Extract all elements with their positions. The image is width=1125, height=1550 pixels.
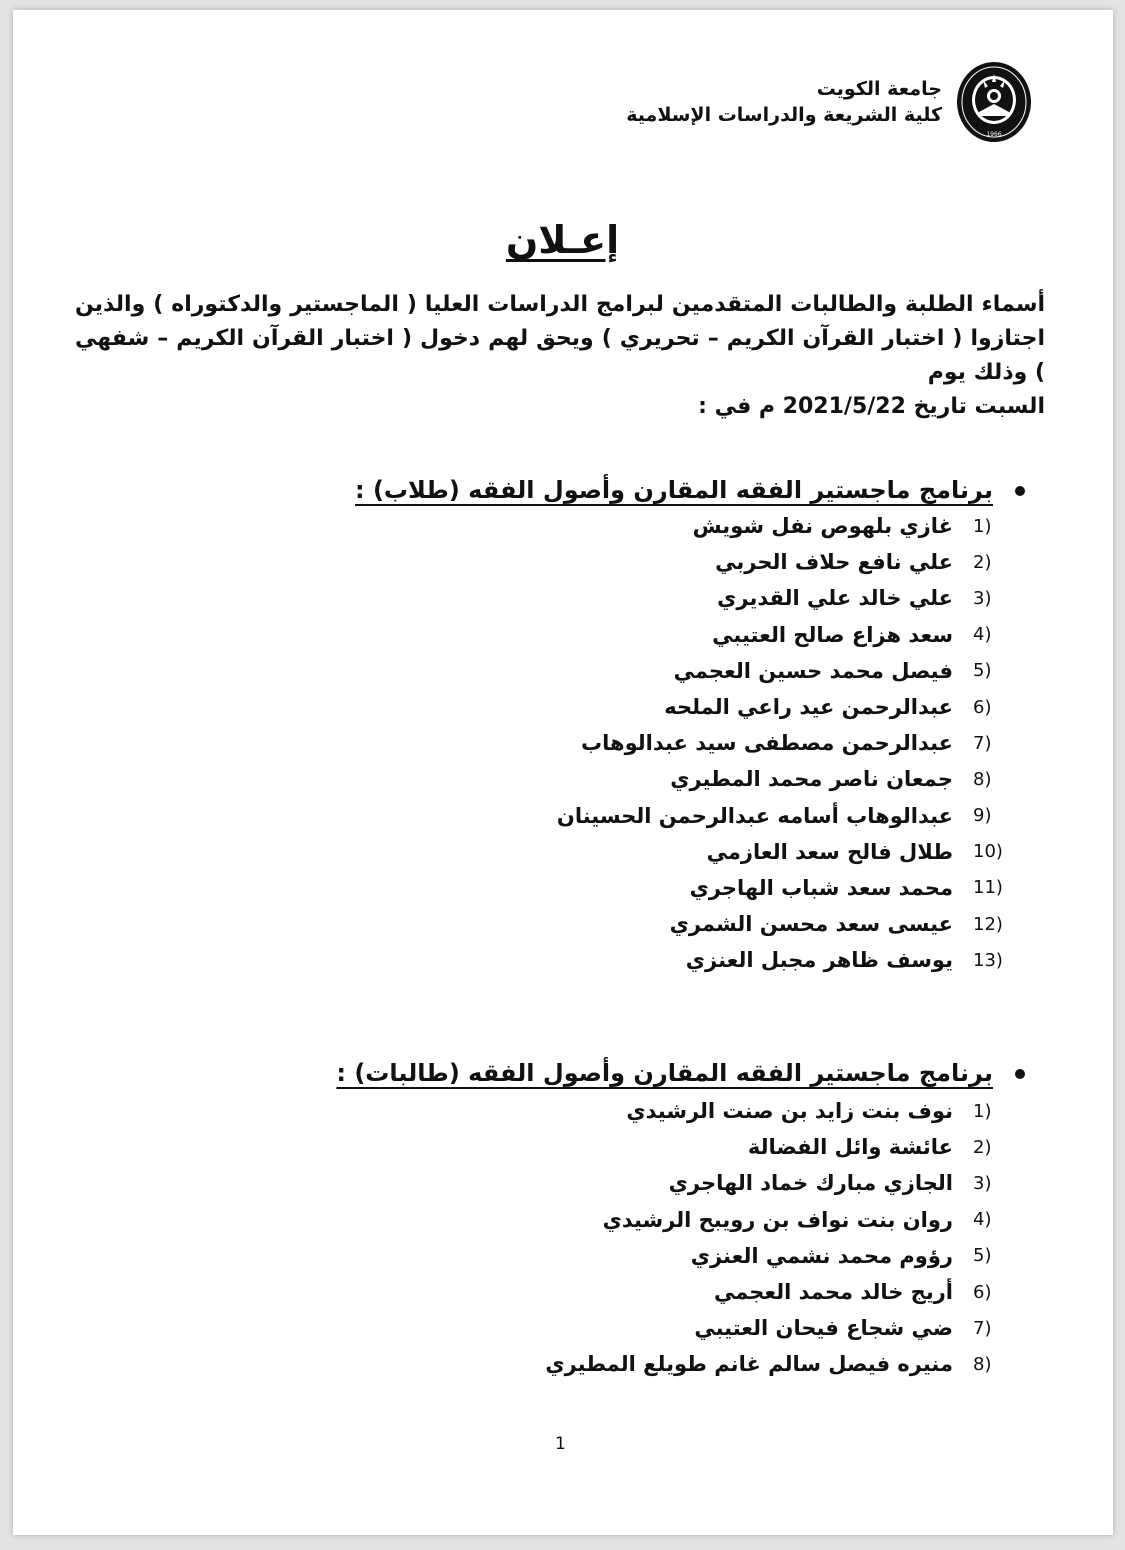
student-name: علي خالد علي القديري <box>717 586 953 611</box>
student-name: غازي بلهوص نفل شويش <box>692 514 953 539</box>
bullet-icon <box>1015 486 1025 496</box>
student-name: سعد هزاع صالح العتيبي <box>712 622 953 647</box>
item-number: 9) <box>973 805 992 827</box>
student-name: منيره فيصل سالم غانم طويلع المطيري <box>545 1352 953 1377</box>
item-number: 13) <box>973 949 1003 971</box>
item-number: 1) <box>973 515 992 537</box>
student-name: نوف بنت زايد بن صنت الرشيدي <box>626 1099 953 1124</box>
list-item <box>557 689 1017 725</box>
list-item <box>557 798 1017 834</box>
student-name: عبدالرحمن عيد راعي الملحه <box>664 695 953 720</box>
item-number: 8) <box>973 768 992 790</box>
item-number: 7) <box>973 1317 992 1339</box>
student-name: ضي شجاع فيحان العتيبي <box>694 1316 953 1341</box>
list-item <box>545 1238 1017 1274</box>
item-number: 7) <box>973 732 992 754</box>
student-name: عيسى سعد محسن الشمري <box>669 912 953 937</box>
list-item <box>557 580 1017 616</box>
list-item <box>557 725 1017 761</box>
student-name: جمعان ناصر محمد المطيري <box>670 767 953 792</box>
section-heading-male: برنامج ماجستير الفقه المقارن وأصول الفقه (طلاب) : <box>355 476 1025 504</box>
student-name: يوسف ظاهر مجبل العنزي <box>685 948 953 973</box>
item-number: 2) <box>973 1136 992 1158</box>
student-name: فيصل محمد حسين العجمي <box>673 658 953 683</box>
student-name: محمد سعد شباب الهاجري <box>689 875 953 900</box>
item-number: 4) <box>973 1209 992 1231</box>
item-number: 1) <box>973 1100 992 1122</box>
item-number: 4) <box>973 624 992 646</box>
list-item <box>557 508 1017 544</box>
intro-date-line: السبت تاريخ 2021/5/22 م في : <box>698 394 1045 419</box>
student-name: عبدالرحمن مصطفى سيد عبدالوهاب <box>581 731 953 756</box>
list-item <box>545 1093 1017 1129</box>
student-name: الجازي مبارك خماد الهاجري <box>668 1171 953 1196</box>
college-name: كلية الشريعة والدراسات الإسلامية <box>626 104 942 126</box>
item-number: 10) <box>973 841 1003 863</box>
item-number: 6) <box>973 696 992 718</box>
item-number: 2) <box>973 551 992 573</box>
item-number: 8) <box>973 1353 992 1375</box>
list-item <box>557 653 1017 689</box>
announcement-title: إعـلان <box>505 218 620 262</box>
male-students-list <box>557 508 1017 978</box>
list-item <box>557 942 1017 978</box>
female-students-list <box>545 1093 1017 1383</box>
list-item <box>557 617 1017 653</box>
student-name: رؤوم محمد نشمي العنزي <box>690 1243 953 1268</box>
student-name: أريج خالد محمد العجمي <box>713 1280 953 1305</box>
university-seal-logo <box>955 60 1033 144</box>
list-item <box>545 1165 1017 1201</box>
item-number: 3) <box>973 1172 992 1194</box>
list-item <box>557 870 1017 906</box>
student-name: طلال فالح سعد العازمي <box>706 839 953 864</box>
student-name: عائشة وائل الفضالة <box>747 1135 953 1160</box>
item-number: 12) <box>973 913 1003 935</box>
item-number: 6) <box>973 1281 992 1303</box>
list-item <box>545 1274 1017 1310</box>
list-item <box>545 1202 1017 1238</box>
letterhead <box>626 76 942 128</box>
item-number: 11) <box>973 877 1003 899</box>
bullet-icon <box>1015 1069 1025 1079</box>
list-item <box>545 1310 1017 1346</box>
page-number: 1 <box>555 1434 566 1454</box>
item-number: 3) <box>973 587 992 609</box>
seal-year: 1966 <box>986 131 1002 138</box>
student-name: عبدالوهاب أسامه عبدالرحمن الحسينان <box>556 803 953 828</box>
intro-text: أسماء الطلبة والطالبات المتقدمين لبرامج الدراسات العليا ( الماجستير والدكتوراه ) والذين اجتازوا ( اختبار القرآن الكريم – تحريري ) ويحق لهم دخول ( اختبار القرآن الكريم – شفهي ) وذلك يوم <box>75 292 1045 385</box>
section-heading-female: برنامج ماجستير الفقه المقارن وأصول الفقه (طالبات) : <box>336 1059 1025 1087</box>
list-item <box>557 544 1017 580</box>
list-item <box>557 906 1017 942</box>
announcement-intro <box>75 288 1045 424</box>
student-name: روان بنت نواف بن رويبح الرشيدي <box>602 1207 953 1232</box>
student-name: علي نافع حلاف الحربي <box>715 550 953 575</box>
list-item <box>557 834 1017 870</box>
list-item <box>545 1346 1017 1382</box>
university-name: جامعة الكويت <box>816 78 942 100</box>
item-number: 5) <box>973 1245 992 1267</box>
list-item <box>545 1129 1017 1165</box>
list-item <box>557 761 1017 797</box>
item-number: 5) <box>973 660 992 682</box>
